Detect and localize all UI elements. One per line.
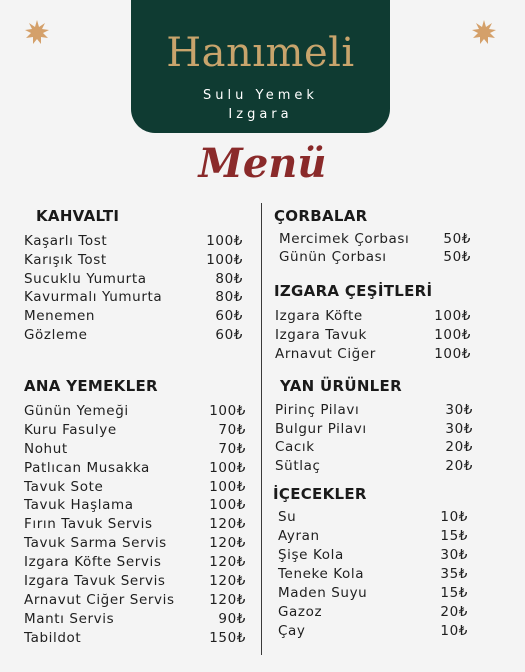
icecekler-list <box>278 508 468 641</box>
menu-item <box>24 421 246 440</box>
menu-item <box>24 326 243 345</box>
item-name: Menemen <box>24 308 96 325</box>
item-price: 90₺ <box>218 610 246 627</box>
item-price: 20₺ <box>445 439 473 456</box>
item-price: 70₺ <box>218 421 246 438</box>
menu-item <box>278 565 468 584</box>
tagline-line1: Sulu Yemek <box>203 88 318 103</box>
item-price: 70₺ <box>218 440 246 457</box>
sun-ornament-icon-right <box>471 19 497 45</box>
item-price: 60₺ <box>215 308 243 325</box>
item-name: Maden Suyu <box>278 585 368 601</box>
item-name: Mantı Servis <box>24 610 115 627</box>
item-price: 60₺ <box>215 326 243 343</box>
brand-name: Hanımeli <box>166 30 355 76</box>
item-price: 30₺ <box>445 420 473 437</box>
item-price: 15₺ <box>440 585 468 601</box>
corbalar-list <box>279 230 471 266</box>
item-name: Kuru Fasulye <box>24 421 117 438</box>
item-name: Teneke Kola <box>278 566 365 582</box>
sun-ornament-icon <box>471 19 497 45</box>
brand-header <box>131 0 390 133</box>
item-price: 100₺ <box>434 346 471 362</box>
menu-item <box>24 591 246 610</box>
item-name: Tavuk Sarma Servis <box>24 535 167 552</box>
item-name: Şişe Kola <box>278 547 344 563</box>
item-name: Nohut <box>24 440 68 457</box>
menu-item <box>275 401 473 420</box>
menu-item <box>24 251 243 270</box>
item-name: Bulgur Pilavı <box>275 420 367 437</box>
item-name: Izgara Tavuk <box>275 327 367 343</box>
item-price: 30₺ <box>440 547 468 563</box>
item-name: Izgara Köfte Servis <box>24 554 162 571</box>
menu-item <box>24 307 243 326</box>
menu-item <box>275 307 471 326</box>
sun-ornament-icon-left <box>24 19 50 45</box>
item-name: Tabildot <box>24 629 82 646</box>
item-name: Su <box>278 509 297 525</box>
item-price: 35₺ <box>440 566 468 582</box>
item-name: Pirinç Pilavı <box>275 402 360 418</box>
menu-item <box>24 270 243 289</box>
section-heading-yan-urunler: YAN ÜRÜNLER <box>280 377 402 395</box>
item-name: Karışık Tost <box>24 251 107 268</box>
item-name: Izgara Köfte <box>275 308 363 324</box>
item-name: Sucuklu Yumurta <box>24 270 147 287</box>
section-heading-icecekler: İÇECEKLER <box>273 485 367 503</box>
section-heading-corbalar: ÇORBALAR <box>274 207 368 225</box>
menu-item <box>279 230 471 248</box>
section-heading-kahvalti: KAHVALTI <box>36 207 120 225</box>
menu-item <box>278 546 468 565</box>
item-price: 50₺ <box>443 249 471 265</box>
menu-item <box>24 534 246 553</box>
menu-item <box>24 440 246 459</box>
item-name: Günün Çorbası <box>279 249 387 265</box>
item-price: 100₺ <box>209 403 246 419</box>
menu-item <box>24 515 246 534</box>
menu-item <box>275 326 471 345</box>
item-price: 120₺ <box>209 591 246 608</box>
menu-item <box>278 508 468 527</box>
ana-yemekler-list <box>24 402 246 648</box>
kahvalti-list <box>24 232 243 345</box>
item-price: 80₺ <box>215 270 243 287</box>
item-name: Arnavut Ciğer Servis <box>24 591 175 608</box>
menu-item <box>278 584 468 603</box>
item-name: Kaşarlı Tost <box>24 233 108 249</box>
izgara-list <box>275 307 471 364</box>
menu-item <box>24 496 246 515</box>
item-name: Izgara Tavuk Servis <box>24 573 166 590</box>
item-price: 100₺ <box>209 478 246 495</box>
item-name: Kavurmalı Yumurta <box>24 289 163 306</box>
menu-item <box>279 248 471 266</box>
menu-item <box>278 527 468 546</box>
item-price: 100₺ <box>209 497 246 514</box>
item-price: 20₺ <box>440 604 468 620</box>
item-name: Tavuk Sote <box>24 478 104 495</box>
item-name: Günün Yemeği <box>24 403 129 419</box>
column-divider <box>261 203 262 655</box>
menu-item <box>24 478 246 497</box>
item-price: 120₺ <box>209 516 246 533</box>
item-name: Mercimek Çorbası <box>279 231 410 247</box>
item-name: Ayran <box>278 528 320 544</box>
menu-title: Menü <box>198 140 327 187</box>
menu-item <box>24 402 246 421</box>
item-price: 80₺ <box>215 289 243 306</box>
item-price: 100₺ <box>206 251 243 268</box>
item-name: Arnavut Ciğer <box>275 346 376 362</box>
item-price: 120₺ <box>209 554 246 571</box>
item-price: 30₺ <box>445 402 473 418</box>
menu-item <box>24 232 243 251</box>
menu-item <box>24 572 246 591</box>
item-name: Fırın Tavuk Servis <box>24 516 153 533</box>
item-name: Patlıcan Musakka <box>24 459 150 476</box>
yan-urunler-list <box>275 401 473 476</box>
item-price: 10₺ <box>440 623 468 639</box>
menu-item <box>278 622 468 641</box>
menu-item <box>24 553 246 572</box>
menu-item <box>24 610 246 629</box>
section-heading-ana-yemekler: ANA YEMEKLER <box>24 377 158 395</box>
item-price: 120₺ <box>209 535 246 552</box>
item-name: Cacık <box>275 439 315 456</box>
item-price: 50₺ <box>443 231 471 247</box>
item-name: Sütlaç <box>275 458 321 475</box>
item-price: 150₺ <box>209 629 246 646</box>
item-price: 15₺ <box>440 528 468 544</box>
menu-item <box>24 629 246 648</box>
menu-item <box>275 345 471 364</box>
item-price: 20₺ <box>445 458 473 475</box>
item-price: 10₺ <box>440 509 468 525</box>
menu-item <box>275 420 473 439</box>
item-name: Gazoz <box>278 604 323 620</box>
item-price: 100₺ <box>209 459 246 476</box>
item-name: Tavuk Haşlama <box>24 497 134 514</box>
menu-item <box>278 603 468 622</box>
section-heading-izgara: IZGARA ÇEŞİTLERİ <box>274 282 433 300</box>
sun-ornament-icon <box>24 19 50 45</box>
menu-item <box>24 288 243 307</box>
item-price: 100₺ <box>206 233 243 249</box>
tagline-line2: Izgara <box>228 107 293 122</box>
item-price: 100₺ <box>434 327 471 343</box>
item-name: Gözleme <box>24 326 88 343</box>
menu-item <box>275 438 473 457</box>
item-price: 100₺ <box>434 308 471 324</box>
item-name: Çay <box>278 623 306 639</box>
menu-item <box>24 459 246 478</box>
menu-item <box>275 457 473 476</box>
item-price: 120₺ <box>209 573 246 590</box>
